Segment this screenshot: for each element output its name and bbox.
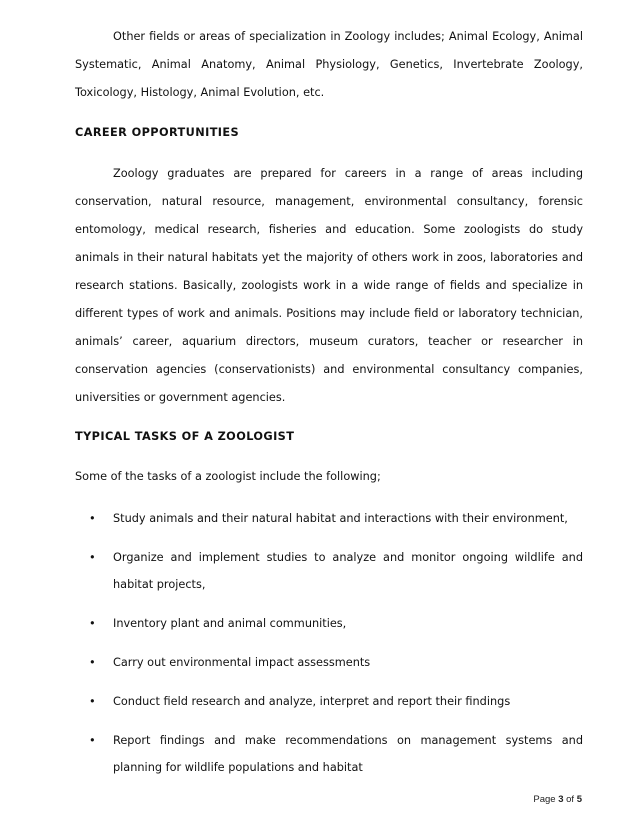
list-item-text: Carry out environmental impact assessments xyxy=(113,656,371,669)
page-footer xyxy=(533,794,582,805)
page-label: Page xyxy=(533,794,556,805)
tasks-intro: Some of the tasks of a zoologist include the following; xyxy=(75,470,381,483)
bullet-icon: • xyxy=(89,512,96,525)
tasks-list xyxy=(75,505,583,793)
intro-paragraph: Other fields or areas of specialization in Zoology includes; Animal Ecology, Animal Systematic, Animal Anatomy, Animal Physiology, Genetics, Invertebrate Zoology, Toxicology, Histology, Animal Evolution, etc. xyxy=(75,30,583,99)
current-page-number: 3 xyxy=(558,794,564,805)
bullet-icon: • xyxy=(89,656,96,669)
total-pages-number: 5 xyxy=(576,794,582,805)
list-item xyxy=(75,688,583,715)
of-label: of xyxy=(566,794,575,805)
bullet-icon: • xyxy=(89,734,96,747)
list-item xyxy=(75,727,583,781)
list-item-text: Report findings and make recommendations on management systems and planning for wildlife populations and habitat xyxy=(113,734,583,774)
list-item xyxy=(75,610,583,637)
list-item-text: Organize and implement studies to analyze and monitor ongoing wildlife and habitat projects, xyxy=(113,551,583,591)
career-paragraph: Zoology graduates are prepared for careers in a range of areas including conservation, natural resource, management, environmental consultancy, forensic entomology, medical research, fisheries and education. Some zoologists do study animals in their natural habitats yet the majority of others work in zoos, laboratories and research stations. Basically, zoologists work in a wide range of fields and specialize in different types of work and animals. Positions may include field or laboratory technician, animals’ career, aquarium directors, museum curators, teacher or researcher in conservation agencies (conservationists) and environmental consultancy companies, universities or government agencies. xyxy=(75,167,583,404)
list-item-text: Conduct field research and analyze, interpret and report their findings xyxy=(113,695,511,708)
list-item-text: Study animals and their natural habitat and interactions with their environment, xyxy=(113,512,568,525)
list-item xyxy=(75,544,583,598)
bullet-icon: • xyxy=(89,617,96,630)
career-heading: CAREER OPPORTUNITIES xyxy=(75,126,240,139)
list-item xyxy=(75,649,583,676)
list-item-text: Inventory plant and animal communities, xyxy=(113,617,347,630)
bullet-icon: • xyxy=(89,695,96,708)
tasks-heading: TYPICAL TASKS OF A ZOOLOGIST xyxy=(75,430,295,443)
list-item xyxy=(75,505,583,532)
bullet-icon: • xyxy=(89,551,96,564)
